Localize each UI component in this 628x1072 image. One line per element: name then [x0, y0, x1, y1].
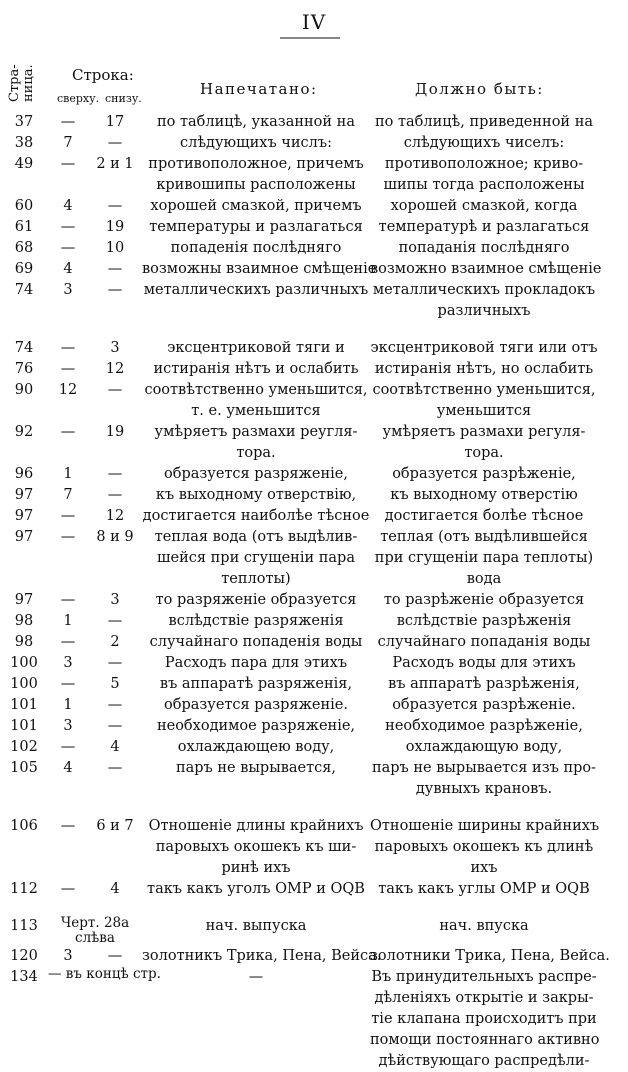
header-from-bottom: снизу. — [105, 92, 142, 105]
row-correct-text-line: въ аппаратѣ разрѣженія, — [388, 676, 580, 692]
row-printed-text — [142, 716, 370, 737]
row-line-from-top: 7 — [63, 487, 73, 503]
errata-row — [0, 485, 628, 506]
row-line-from-bottom: — — [107, 697, 123, 713]
row-printed-text — [142, 259, 377, 280]
row-line-from-bottom: — — [107, 198, 123, 214]
row-printed-text-line: температуры и разлагаться — [149, 219, 363, 235]
row-correct-text — [370, 758, 598, 800]
row-correct-text-line: металлическихъ прокладокъ — [372, 282, 596, 298]
errata-row — [0, 338, 628, 359]
row-correct-text-line: хорошей смазкой, когда — [390, 198, 578, 214]
row-correct-text-line: ихъ — [470, 860, 498, 876]
row-line-from-bottom: — — [107, 487, 123, 503]
row-correct-text-line: соотвѣтственно уменьшится, — [372, 382, 596, 398]
row-printed-text — [142, 464, 370, 485]
row-line-ref — [48, 966, 161, 1072]
row-printed-text-line: тора. — [236, 445, 276, 461]
errata-row — [0, 380, 628, 422]
row-correct-text-line: тора. — [464, 445, 504, 461]
row-page: 68 — [14, 240, 34, 256]
row-printed-text — [142, 112, 370, 133]
row-printed-text-line: истиранія нѣтъ и ослабить — [153, 361, 359, 377]
row-correct-text-line: вслѣдствіе разрѣженія — [396, 613, 572, 629]
row-line-from-bottom: — — [107, 466, 123, 482]
page-number: IV — [301, 10, 327, 34]
row-correct-text-line: возможно взаимное смѣщеніе — [370, 261, 602, 277]
row-correct-text-line: нач. впуска — [439, 918, 529, 934]
row-page: 98 — [14, 634, 34, 650]
row-line-from-bottom: — — [107, 613, 123, 629]
row-page: 97 — [14, 508, 34, 524]
row-printed-text — [142, 632, 370, 653]
header-from-top: сверху. — [57, 92, 100, 105]
row-correct-text — [370, 196, 598, 217]
errata-row — [0, 527, 628, 590]
row-printed-text — [142, 485, 370, 506]
row-line-from-bottom: 5 — [110, 676, 120, 692]
row-printed-text — [142, 527, 370, 590]
row-line-from-top: — — [60, 424, 76, 440]
row-printed-text-line: къ выходному отверствію, — [155, 487, 357, 503]
row-printed-text-line: Расходъ пара для этихъ — [164, 655, 348, 671]
row-line-from-top: — — [60, 508, 76, 524]
row-line-from-top: — — [60, 156, 76, 172]
row-page: 76 — [14, 361, 34, 377]
row-correct-text — [370, 217, 598, 238]
row-printed-text — [142, 217, 370, 238]
row-printed-text-line: паръ не вырывается, — [175, 760, 337, 776]
row-page: 120 — [10, 948, 38, 964]
row-line-from-top: 3 — [63, 655, 73, 671]
row-line-from-bottom: 3 — [110, 592, 120, 608]
row-printed-text — [142, 758, 370, 800]
row-page: 74 — [14, 340, 34, 356]
row-page: 101 — [10, 718, 38, 734]
row-correct-text — [370, 238, 598, 259]
row-line-ref-line: — въ концѣ стр. — [48, 966, 161, 982]
row-printed-text-line: Отношеніе длины крайнихъ — [148, 818, 364, 834]
row-correct-text-line: необходимое разрѣженіе, — [385, 718, 583, 734]
row-line-from-bottom: 4 — [110, 739, 120, 755]
row-printed-text — [142, 695, 370, 716]
row-correct-text — [370, 133, 598, 154]
row-line-from-bottom: 2 — [110, 634, 120, 650]
row-correct-text-line: паровыхъ окошекъ къ длинѣ — [374, 839, 594, 855]
errata-row — [0, 946, 628, 967]
row-page: 105 — [10, 760, 38, 776]
row-printed-text-line: попаденія послѣдняго — [170, 240, 342, 256]
row-printed-text-line: золотникъ Трика, Пена, Вейса. — [142, 948, 382, 964]
row-correct-text-line: охлаждающую воду, — [405, 739, 563, 755]
row-correct-text-line: температурѣ и разлагаться — [378, 219, 590, 235]
errata-row — [0, 238, 628, 259]
row-page: 96 — [14, 466, 34, 482]
errata-row — [0, 632, 628, 653]
row-page: 101 — [10, 697, 38, 713]
row-printed-text-line: умѣряетъ размахи реугля- — [154, 424, 358, 440]
row-correct-text — [370, 485, 598, 506]
row-correct-text-line: тіе клапана происходитъ при — [371, 1011, 597, 1027]
errata-row — [0, 196, 628, 217]
row-line-from-top: — — [60, 881, 76, 897]
row-printed-text-line: ринѣ ихъ — [221, 860, 291, 876]
row-page: 97 — [14, 592, 34, 608]
row-page: 100 — [10, 676, 38, 692]
row-correct-text-line: умѣряетъ размахи регуля- — [382, 424, 586, 440]
row-printed-text-line: по таблицѣ, указанной на — [157, 114, 355, 130]
row-line-from-top: — — [60, 529, 76, 545]
errata-row — [0, 359, 628, 380]
row-line-from-top: — — [60, 340, 76, 356]
row-line-from-bottom: 8 и 9 — [96, 529, 134, 545]
row-page: 37 — [14, 114, 34, 130]
header-should-be: Должно быть: — [415, 80, 544, 98]
row-printed-text-line: нач. выпуска — [205, 918, 307, 934]
row-line-from-bottom: 12 — [105, 361, 125, 377]
errata-row — [0, 816, 628, 879]
row-correct-text-line: дѣйствующаго распредѣли- — [378, 1053, 590, 1069]
row-line-from-top: — — [60, 634, 76, 650]
row-line-from-top: 4 — [63, 198, 73, 214]
row-printed-text — [142, 506, 370, 527]
row-correct-text — [370, 359, 598, 380]
row-correct-text-line: по таблицѣ, приведенной на — [374, 114, 594, 130]
row-page: 112 — [10, 881, 38, 897]
row-line-from-bottom: — — [107, 718, 123, 734]
row-correct-text — [370, 506, 598, 527]
row-correct-text — [370, 946, 610, 967]
row-correct-text — [370, 259, 602, 280]
row-printed-text-line: теплая вода (отъ выдѣлив- — [154, 529, 358, 545]
row-correct-text-line: образуется разрѣженіе. — [392, 697, 576, 713]
row-printed-text-line: кривошипы расположены — [156, 177, 356, 193]
row-correct-text — [370, 632, 598, 653]
row-line-from-bottom: 10 — [105, 240, 125, 256]
row-line-from-bottom: — — [107, 948, 123, 964]
row-line-from-top: 3 — [63, 282, 73, 298]
row-correct-text-line: попаданія послѣдняго — [398, 240, 570, 256]
row-printed-text-line: шейся при сгущеніи пара — [157, 550, 355, 566]
errata-row — [0, 112, 628, 133]
row-line-from-top: 1 — [63, 613, 73, 629]
row-printed-text — [142, 422, 370, 464]
row-correct-text-line: образуется разрѣженіе, — [392, 466, 576, 482]
errata-row — [0, 674, 628, 695]
errata-row — [0, 280, 628, 322]
row-page: 98 — [14, 613, 34, 629]
errata-row — [0, 506, 628, 527]
row-printed-text — [142, 238, 370, 259]
row-page: 49 — [14, 156, 34, 172]
row-printed-text-line: соотвѣтственно уменьшится, — [144, 382, 368, 398]
row-line-from-top: 1 — [63, 697, 73, 713]
row-line-from-top: — — [60, 592, 76, 608]
row-correct-text — [370, 879, 598, 900]
errata-row — [0, 154, 628, 196]
row-correct-text-line: Отношеніе ширины крайнихъ — [370, 818, 600, 834]
row-line-from-bottom: — — [107, 760, 123, 776]
row-correct-text — [370, 112, 598, 133]
row-printed-text-line: необходимое разряженіе, — [156, 718, 356, 734]
errata-row — [0, 590, 628, 611]
row-printed-text-line: въ аппаратѣ разряженія, — [159, 676, 353, 692]
row-line-from-bottom: 4 — [110, 881, 120, 897]
row-correct-text — [370, 674, 598, 695]
row-correct-text-line: такъ какъ углы OMP и OQB — [378, 881, 590, 897]
row-printed-text-line: паровыхъ окошекъ къ ши- — [155, 839, 357, 855]
row-correct-text — [370, 464, 598, 485]
row-page: 74 — [14, 282, 34, 298]
row-page: 61 — [14, 219, 34, 235]
row-correct-text — [370, 916, 598, 946]
row-line-from-bottom: — — [107, 261, 123, 277]
row-line-from-top: — — [60, 219, 76, 235]
row-printed-text-line: образуется разряженіе, — [164, 466, 348, 482]
row-correct-text-line: дѣленіяхъ открытіе и закры- — [374, 990, 594, 1006]
row-line-from-top: 7 — [63, 135, 73, 151]
errata-row — [0, 464, 628, 485]
page-number-rule — [280, 37, 340, 39]
row-printed-text-line: — — [248, 969, 264, 985]
row-page: 38 — [14, 135, 34, 151]
row-line-from-bottom: 6 и 7 — [96, 818, 134, 834]
row-page: 102 — [10, 739, 38, 755]
row-printed-text-line: охлаждающею воду, — [177, 739, 335, 755]
errata-row — [0, 916, 628, 946]
row-page: 97 — [14, 487, 34, 503]
row-correct-text-line: противоположное; криво- — [384, 156, 584, 172]
row-line-from-bottom: — — [107, 282, 123, 298]
row-printed-text — [142, 154, 370, 196]
row-line-ref — [48, 916, 142, 946]
row-correct-text — [370, 280, 598, 322]
header-line-column: Строка: — [72, 66, 134, 84]
row-printed-text-line: случайнаго попаденія воды — [149, 634, 363, 650]
row-printed-text-line: вслѣдствіе разряженія — [168, 613, 344, 629]
row-line-from-top: 1 — [63, 466, 73, 482]
row-correct-text-line: истиранія нѣтъ, но ослабить — [374, 361, 594, 377]
row-correct-text-line: при сгущеніи пара теплоты) — [374, 550, 594, 566]
row-printed-text-line: образуется разряженіе. — [164, 697, 348, 713]
row-printed-text — [142, 338, 370, 359]
row-printed-text — [142, 916, 370, 946]
row-line-from-top: 4 — [63, 261, 73, 277]
errata-row — [0, 422, 628, 464]
row-correct-text — [370, 716, 598, 737]
row-correct-text-line: случайнаго попаданія воды — [377, 634, 591, 650]
row-line-from-top: 12 — [58, 382, 78, 398]
row-line-from-bottom: 2 и 1 — [96, 156, 134, 172]
errata-row — [0, 967, 628, 1072]
row-correct-text — [370, 527, 598, 590]
row-correct-text-line: теплая (отъ выдѣлившейся — [380, 529, 588, 545]
row-line-from-top: — — [60, 739, 76, 755]
row-printed-text-line: хорошей смазкой, причемъ — [150, 198, 362, 214]
row-correct-text-line: Расходъ воды для этихъ — [392, 655, 576, 671]
row-page: 92 — [14, 424, 34, 440]
errata-row — [0, 133, 628, 154]
errata-row — [0, 879, 628, 900]
errata-row — [0, 758, 628, 800]
row-correct-text — [370, 338, 598, 359]
row-printed-text — [142, 653, 370, 674]
errata-row — [0, 653, 628, 674]
row-printed-text — [142, 816, 370, 879]
header-page-column: Стра-ница. — [7, 64, 36, 102]
row-printed-text — [142, 611, 370, 632]
row-line-from-bottom: — — [107, 382, 123, 398]
row-line-from-bottom: 19 — [105, 219, 125, 235]
row-printed-text — [142, 674, 370, 695]
row-line-from-top: — — [60, 361, 76, 377]
row-line-from-top: 3 — [63, 718, 73, 734]
row-printed-text — [142, 359, 370, 380]
row-correct-text-line: достигается болѣе тѣсное — [384, 508, 584, 524]
row-correct-text-line: эксцентриковой тяги или отъ — [370, 340, 598, 356]
row-correct-text-line: слѣдующихъ чиселъ: — [403, 135, 565, 151]
row-page: 60 — [14, 198, 34, 214]
row-correct-text — [370, 611, 598, 632]
row-line-from-top: — — [60, 676, 76, 692]
row-page: 69 — [14, 261, 34, 277]
errata-row — [0, 695, 628, 716]
row-correct-text — [370, 695, 598, 716]
row-correct-text-line: помощи постояннаго активно — [370, 1032, 600, 1048]
row-correct-text-line: вода — [466, 571, 502, 587]
row-printed-text — [142, 196, 370, 217]
row-printed-text-line: достигается наиболѣе тѣсное — [142, 508, 370, 524]
row-correct-text-line: дувныхъ крановъ. — [415, 781, 553, 797]
errata-row — [0, 737, 628, 758]
row-printed-text — [142, 380, 370, 422]
errata-row — [0, 259, 628, 280]
row-printed-text-line: возможны взаимное смѣщеніе — [142, 261, 377, 277]
row-line-ref-line: Черт. 28а — [60, 915, 130, 931]
row-line-from-bottom: 3 — [110, 340, 120, 356]
row-correct-text — [370, 154, 598, 196]
row-printed-text-line: эксцентриковой тяги и — [167, 340, 345, 356]
row-line-from-bottom: — — [107, 655, 123, 671]
row-printed-text — [142, 879, 370, 900]
row-page: 134 — [10, 969, 38, 985]
row-line-from-top: — — [60, 818, 76, 834]
header-printed: Напечатано: — [200, 80, 318, 98]
row-line-from-top: — — [60, 114, 76, 130]
row-printed-text-line: слѣдующихъ числъ: — [179, 135, 332, 151]
row-printed-text — [142, 737, 370, 758]
row-printed-text-line: т. е. уменьшится — [191, 403, 321, 419]
row-correct-text-line: различныхъ — [437, 303, 531, 319]
row-correct-text — [370, 816, 598, 879]
row-correct-text-line: золотники Трика, Пена, Вейса. — [370, 948, 610, 964]
row-printed-text — [142, 946, 382, 967]
row-correct-text-line: шипы тогда расположены — [383, 177, 585, 193]
errata-table — [0, 112, 628, 1072]
row-line-from-bottom: 19 — [105, 424, 125, 440]
row-printed-text-line: такъ какъ уголъ OMP и OQB — [147, 881, 365, 897]
row-correct-text-line: Въ принудительныхъ распре- — [371, 969, 597, 985]
row-correct-text — [370, 737, 598, 758]
row-printed-text-line: то разряженіе образуется — [155, 592, 357, 608]
row-line-from-bottom: 12 — [105, 508, 125, 524]
row-line-from-bottom: — — [107, 135, 123, 151]
row-correct-text — [370, 422, 598, 464]
row-page: 90 — [14, 382, 34, 398]
row-printed-text — [142, 280, 370, 322]
row-line-from-top: — — [60, 240, 76, 256]
row-correct-text — [370, 380, 598, 422]
row-correct-text-line: уменьшится — [436, 403, 532, 419]
row-printed-text — [142, 133, 370, 154]
row-page: 106 — [10, 818, 38, 834]
row-correct-text — [370, 653, 598, 674]
row-correct-text-line: паръ не вырывается изъ про- — [371, 760, 597, 776]
row-line-from-bottom: 17 — [105, 114, 125, 130]
row-printed-text-line: металлическихъ различныхъ — [143, 282, 369, 298]
row-correct-text-line: къ выходному отверстію — [390, 487, 578, 503]
row-page: 100 — [10, 655, 38, 671]
row-line-from-top: 3 — [63, 948, 73, 964]
row-printed-text — [142, 590, 370, 611]
row-correct-text — [370, 967, 598, 1072]
row-correct-text — [370, 590, 598, 611]
row-line-ref-line: слѣва — [75, 930, 115, 946]
errata-row — [0, 217, 628, 238]
row-printed-text-line: теплоты) — [221, 571, 291, 587]
row-printed-text-line: противоположное, причемъ — [148, 156, 364, 172]
row-line-from-top: 4 — [63, 760, 73, 776]
errata-row — [0, 611, 628, 632]
row-printed-text — [142, 967, 370, 1072]
row-page: 113 — [10, 918, 38, 934]
row-page: 97 — [14, 529, 34, 545]
row-correct-text-line: то разрѣженіе образуется — [383, 592, 585, 608]
errata-row — [0, 716, 628, 737]
